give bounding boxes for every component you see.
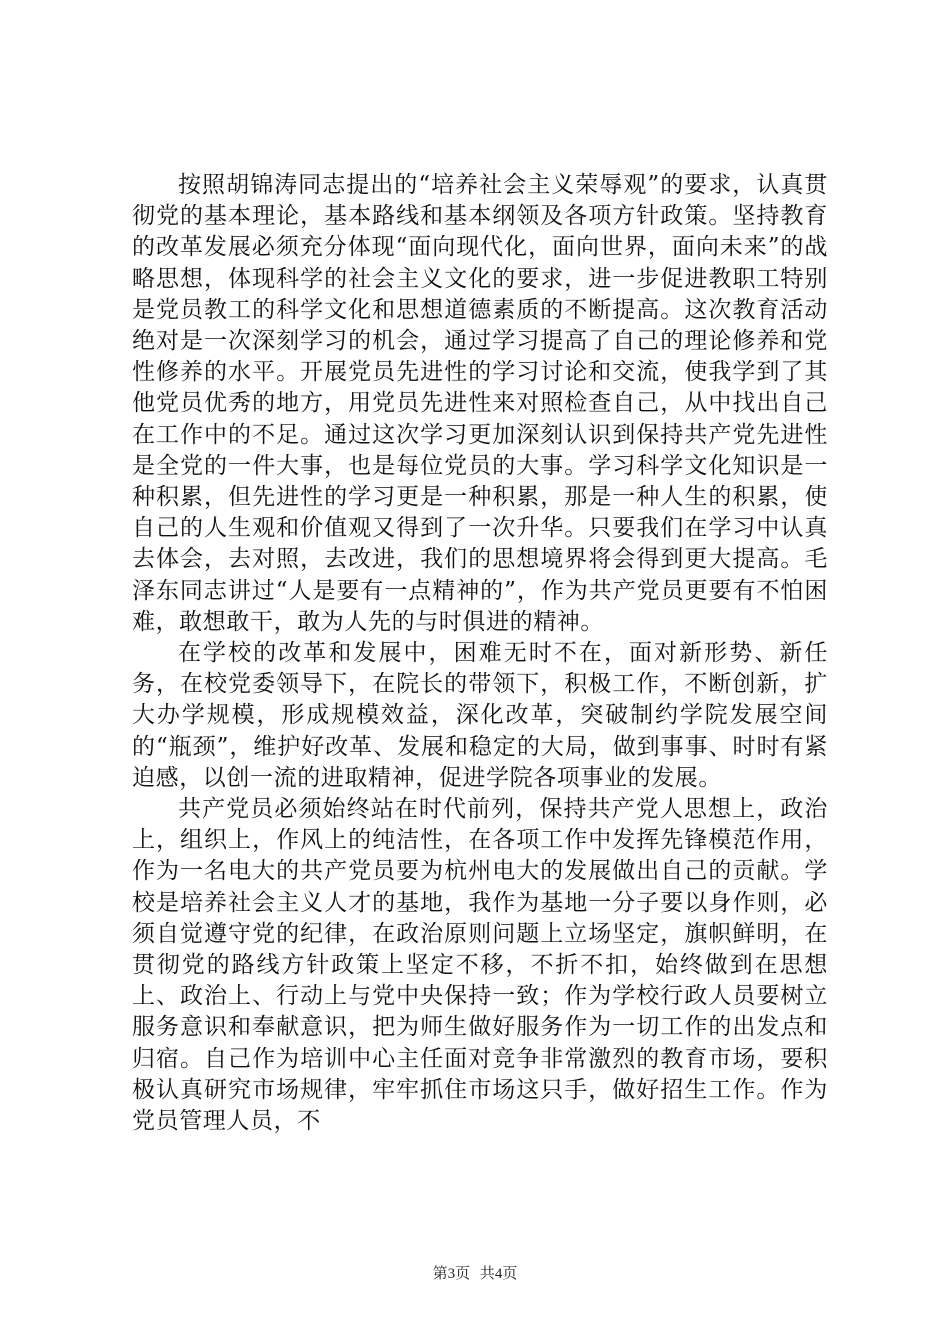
paragraph-1: 按照胡锦涛同志提出的“培养社会主义荣辱观”的要求，认真贯彻党的基本理论，基本路线和基本纲领及各项方针政策。坚持教育的改革发展必须充分体现“面向现代化，面向世界，面向未来”的战略思想，体现科学的社会主义文化的要求，进一步促进教职工特别是党员教工的科学文化和思想道德素质的不断提高。这次教育活动绝对是一次深刻学习的机会，通过学习提高了自己的理论修养和党性修养的水平。开展党员先进性的学习讨论和交流，使我学到了其他党员优秀的地方，用党员先进性来对照检查自己，从中找出自己在工作中的不足。通过这次学习更加深刻认识到保持共产党先进性是全党的一件大事，也是每位党员的大事。学习科学文化知识是一种积累，但先进性的学习更是一种积累，那是一种人生的积累，使自己的人生观和价值观又得到了一次升华。只要我们在学习中认真去体会，去对照，去改进，我们的思想境界将会得到更大提高。毛泽东同志讲过“人是要有一点精神的”，作为共产党员更要有不怕困难，敢想敢干，敢为人先的与时俱进的精神。 bbox=[132, 172, 828, 635]
page-number: 第3页 bbox=[432, 1266, 471, 1282]
page-total: 共4页 bbox=[479, 1266, 518, 1282]
document-body bbox=[132, 170, 828, 1137]
paragraph-3: 共产党员必须始终站在时代前列，保持共产党人思想上，政治上，组织上，作风上的纯洁性，在各项工作中发挥先锋模范作用，作为一名电大的共产党员要为杭州电大的发展做出自己的贡献。学校是培养社会主义人才的基地，我作为基地一分子要以身作则，必须自觉遵守党的纪律，在政治原则问题上立场坚定，旗帜鲜明，在贯彻党的路线方针政策上坚定不移，不折不扣，始终做到在思想上、政治上、行动上与党中央保持一致；作为学校行政人员要树立服务意识和奉献意识，把为师生做好服务作为一切工作的出发点和归宿。自己作为培训中心主任面对竞争非常激烈的教育市场，要积极认真研究市场规律，牢牢抓住市场这只手，做好招生工作。作为党员管理人员，不 bbox=[132, 796, 828, 1135]
page-footer bbox=[0, 1262, 950, 1283]
paragraph-2: 在学校的改革和发展中，困难无时不在，面对新形势、新任务，在校党委领导下，在院长的带领下，积极工作，不断创新，扩大办学规模，形成规模效益，深化改革，突破制约学院发展空间的“瓶颈”，维护好改革、发展和稳定的大局，做到事事、时时有紧迫感，以创一流的进取精神，促进学院各项事业的发展。 bbox=[132, 640, 828, 791]
